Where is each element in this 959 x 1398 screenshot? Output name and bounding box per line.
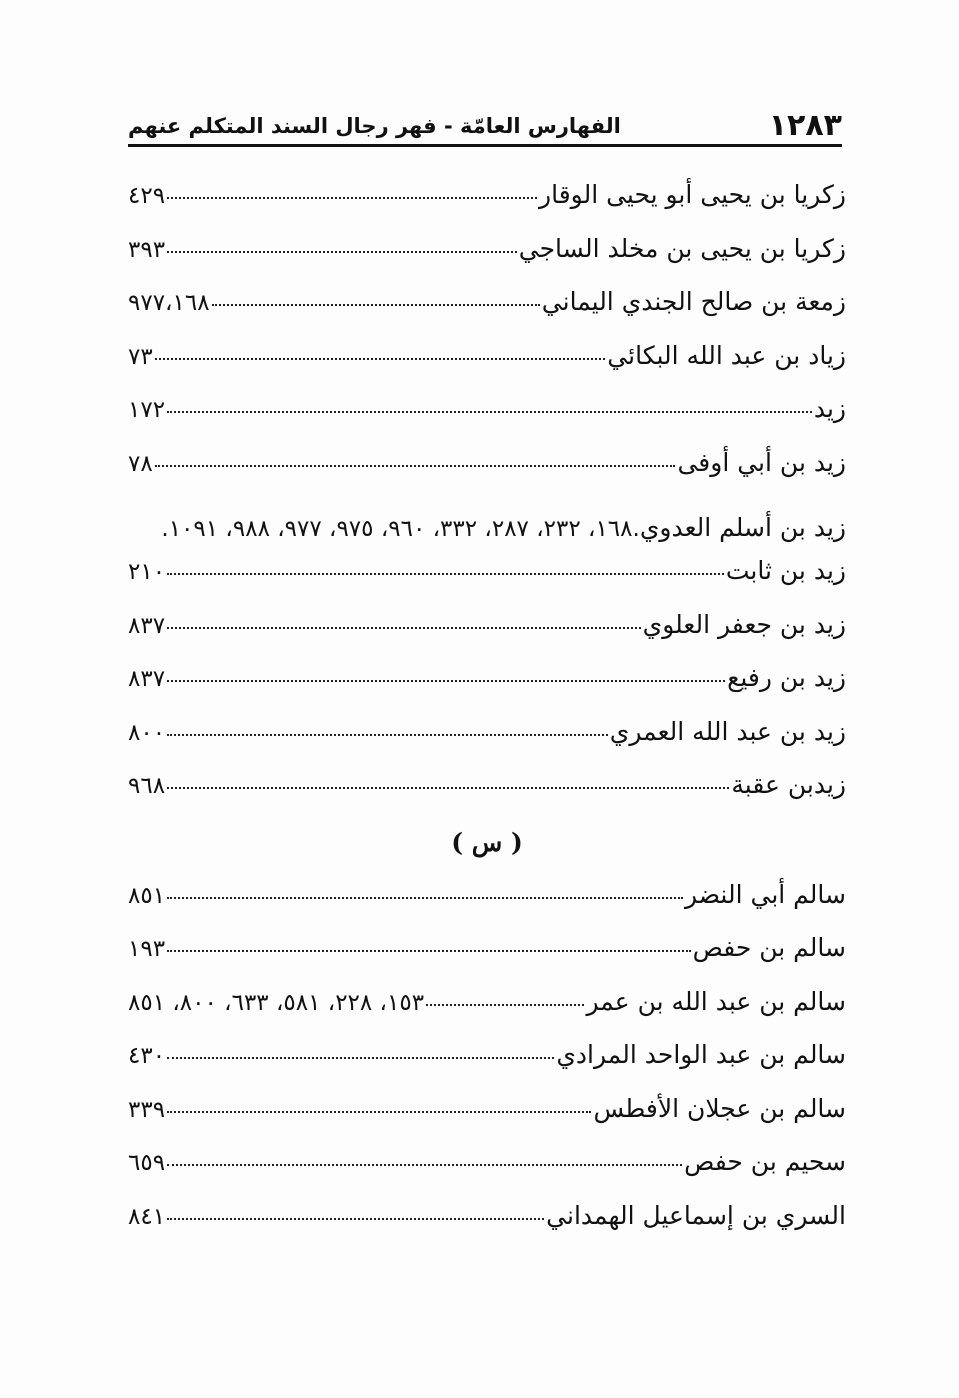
index-entries: [128, 180, 846, 1254]
entry-name: السري بن إسماعيل الهمداني: [546, 1200, 846, 1230]
leader-dots: [426, 1004, 584, 1006]
header-rule: [128, 144, 842, 147]
entry-pages: ٤٢٩: [128, 183, 166, 209]
entry-pages: ٣٩٣: [128, 236, 166, 263]
entry-name: زيد بن أبي أوفى: [677, 447, 846, 477]
entry-pages: ٨٠٠: [128, 719, 166, 746]
entry-name: زمعة بن صالح الجندي اليماني: [541, 287, 846, 316]
entry-name: سالم بن عبد الواحد المرادي: [556, 1040, 846, 1069]
entry-pages: ٩٦٨: [128, 773, 166, 799]
entry-name: سالم أبي النضر: [684, 879, 846, 909]
entry-name: سالم بن حفص: [692, 933, 846, 962]
index-entry: [128, 987, 846, 1041]
entry-name: سالم بن عجلان الأفطس: [593, 1093, 846, 1123]
leader-dots: [167, 1218, 544, 1220]
entry-pages: ١٧٢: [128, 397, 166, 423]
index-entry: [128, 933, 846, 987]
leader-dots: [167, 1057, 554, 1059]
entry-pages: ٧٨: [128, 450, 153, 477]
leader-dots: [155, 358, 606, 360]
entry-pages: ٨٣٧: [128, 612, 166, 639]
leader-dots: [212, 304, 540, 306]
leader-dots: [167, 573, 724, 575]
entry-name: زيد: [813, 394, 846, 423]
leader-dots: [167, 1111, 591, 1113]
entry-pages: ٨٣٧: [128, 666, 166, 692]
entry-pages: ١٥٣، ٢٢٨، ٥٨١، ٦٣٣، ٨٠٠، ٨٥١: [128, 989, 425, 1016]
page-number: ١٢٨٣: [768, 108, 842, 143]
entry-pages: .١٦٨، ٢٣٢، ٢٨٧، ٣٣٢، ٩٦٠، ٩٧٥، ٩٧٧، ٩٨٨، ١٠٩١.: [161, 516, 640, 542]
entry-pages: ٣٣٩: [128, 1096, 166, 1123]
index-entry: [128, 180, 846, 234]
leader-dots: [167, 411, 812, 413]
leader-dots: [167, 787, 729, 789]
entry-pages: ٧٣: [128, 343, 153, 370]
index-entry: [128, 556, 846, 610]
leader-dots: [167, 197, 537, 199]
leader-dots: [167, 950, 691, 952]
entry-name: زيد بن عبد الله العمري: [609, 716, 846, 746]
leader-dots: [167, 1164, 682, 1166]
leader-dots: [167, 680, 725, 682]
leader-dots: [155, 465, 676, 467]
section-heading: ( س ): [451, 827, 523, 857]
index-entry: [128, 234, 846, 288]
entry-name: زيد بن جعفر العلوي: [642, 609, 846, 639]
index-entry: [128, 1201, 846, 1255]
index-entry: [128, 394, 846, 448]
entry-name: زياد بن عبد الله البكائي: [607, 340, 846, 370]
leader-dots: [167, 897, 683, 899]
entry-pages: ٨٥١: [128, 882, 166, 909]
entry-pages: ١٩٣: [128, 936, 166, 962]
index-entry: [128, 448, 846, 502]
index-entry: [128, 880, 846, 934]
leader-dots: [167, 734, 608, 736]
entry-pages: ٩٧٧،١٦٨: [128, 290, 210, 316]
running-title: الفهارس العامّة - فهر رجال السند المتكلم عنهم: [128, 114, 621, 138]
leader-dots: [167, 251, 517, 253]
leader-dots: [167, 627, 641, 629]
entry-name: زيد بن أسلم العدوي: [639, 513, 846, 542]
index-entry-wrapped: [128, 501, 846, 556]
entry-name: زيد بن ثابت: [725, 556, 846, 585]
index-entry: [128, 341, 846, 395]
index-entry: [128, 1147, 846, 1201]
entry-name: سالم بن عبد الله بن عمر: [586, 986, 846, 1016]
index-entry: [128, 1040, 846, 1094]
index-entry: [128, 287, 846, 341]
index-entry: [128, 663, 846, 717]
entry-name: زيد بن رفيع: [727, 663, 846, 692]
index-entry: [128, 770, 846, 824]
entry-name: زكريا بن يحيى أبو يحيى الوقار: [539, 180, 846, 209]
entry-name: زيدبن عقبة: [731, 770, 846, 799]
index-entry: [128, 717, 846, 771]
entry-name: زكريا بن يحيى بن مخلد الساجي: [518, 233, 846, 263]
page-header: [128, 108, 842, 148]
entry-pages: ٨٤١: [128, 1203, 166, 1230]
entry-pages: ٤٣٠: [128, 1043, 166, 1069]
entry-pages: ٦٥٩: [128, 1150, 166, 1176]
entry-pages: ٢١٠: [128, 559, 166, 585]
entry-name: سحيم بن حفص: [684, 1147, 846, 1176]
index-entry: [128, 1094, 846, 1148]
index-entry: [128, 610, 846, 664]
